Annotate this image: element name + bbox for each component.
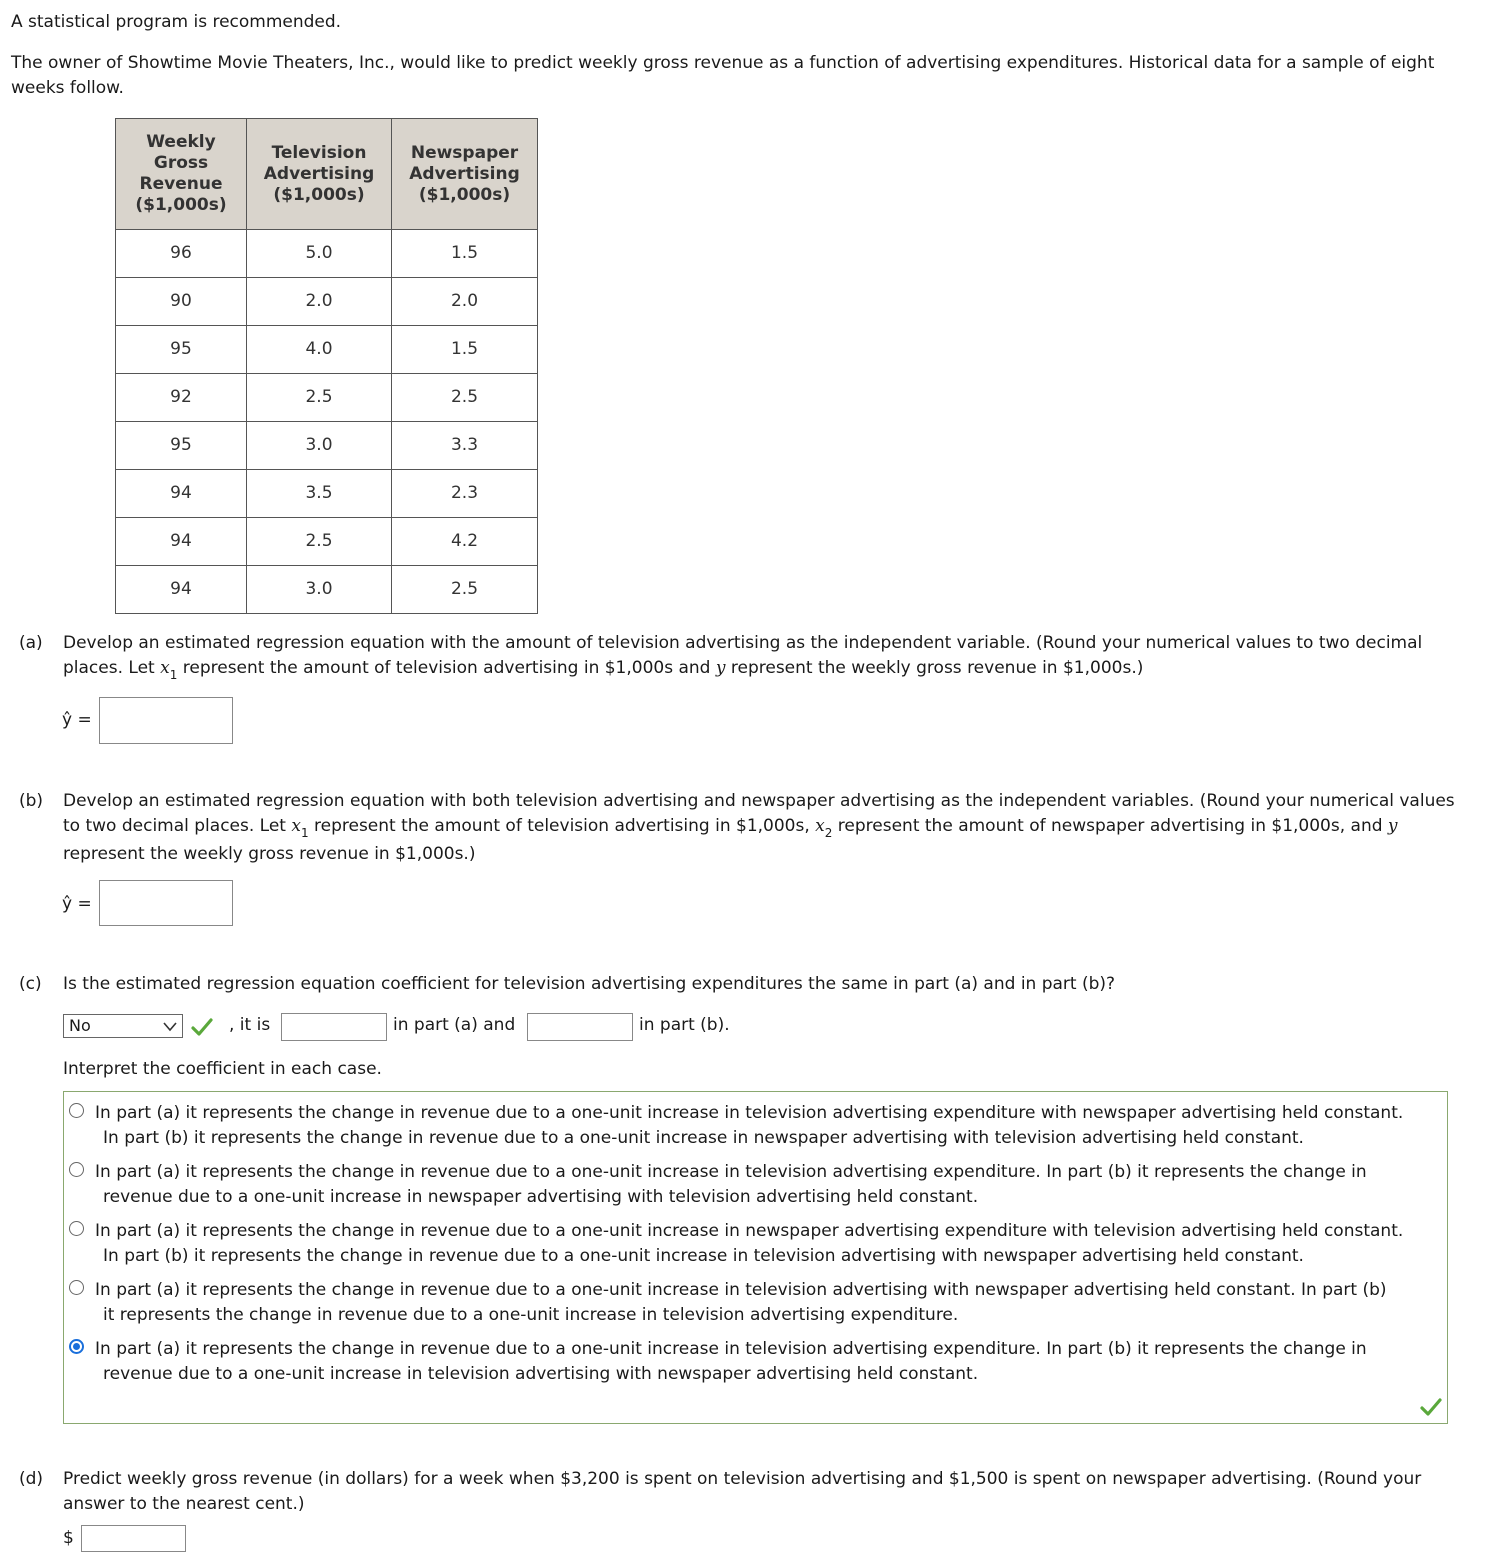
table-row [116, 518, 538, 566]
part-b-question: Develop an estimated regression equation with both television advertising and newspaper advertising as the independent variables. (Round your numerical values to two decimal places. Let $x_1$ represent the amount of television advertising in $1,000s, $x_2$ represent the amount of newspaper advertising in $1,000s, and y represent the weekly gross revenue in $1,000s.) [63, 791, 1455, 864]
table-row [116, 566, 538, 614]
table-cell: 2.5 [392, 374, 538, 422]
table-row [116, 422, 538, 470]
choice-option-3[interactable]: In part (a) it represents the change in revenue due to a one-unit increase in newspaper advertising expenditure with television advertising held constant. In part (b) it represents the change in revenue due to a one-unit increase in television advertising with newspaper advertising held constant. [69, 1219, 1439, 1269]
part-c-coef-a-input[interactable] [281, 1013, 387, 1041]
table-cell: 90 [116, 278, 247, 326]
same-coefficient-select[interactable] [63, 1014, 183, 1038]
recommendation-text: A statistical program is recommended. [11, 12, 342, 32]
in-part-b-text: in part (b). [639, 1015, 730, 1035]
table-cell: 94 [116, 518, 247, 566]
part-a-answer-input[interactable] [99, 697, 233, 744]
part-a-label: (a) [19, 633, 43, 653]
part-c-coef-b-input[interactable] [527, 1013, 633, 1041]
currency-symbol: $ [63, 1528, 74, 1548]
table-row [116, 230, 538, 278]
choice-option-1[interactable]: In part (a) it represents the change in revenue due to a one-unit increase in television advertising expenditure with newspaper advertising held constant. In part (b) it represents the change in revenue due to a one-unit increase in newspaper advertising with television advertising held constant. [69, 1101, 1439, 1151]
radio-button-selected[interactable] [69, 1339, 84, 1354]
it-is-text: , it is [229, 1015, 271, 1035]
table-cell: 2.5 [247, 518, 392, 566]
part-c-label: (c) [19, 974, 42, 994]
select-value: No [69, 1016, 91, 1035]
part-b-yhat-label: ŷ = [62, 894, 92, 914]
table-cell: 3.3 [392, 422, 538, 470]
part-b-label: (b) [19, 791, 44, 811]
radio-button[interactable] [69, 1280, 84, 1295]
interpret-prompt: Interpret the coefficient in each case. [63, 1059, 382, 1079]
table-cell: 3.0 [247, 566, 392, 614]
radio-button[interactable] [69, 1221, 84, 1236]
problem-text-line1: The owner of Showtime Movie Theaters, Inc., would like to predict weekly gross revenue as a function of advertising expenditures. Historical data for a sample of eight [11, 53, 1435, 73]
table-row [116, 326, 538, 374]
table-cell: 4.0 [247, 326, 392, 374]
table-cell: 5.0 [247, 230, 392, 278]
problem-text-line2: weeks follow. [11, 78, 124, 98]
part-d-answer-input[interactable] [81, 1525, 186, 1552]
table-header-row [116, 119, 538, 230]
table-cell: 95 [116, 326, 247, 374]
in-part-a-and-text: in part (a) and [393, 1015, 516, 1035]
table-cell: 3.5 [247, 470, 392, 518]
choice-option-5[interactable]: In part (a) it represents the change in revenue due to a one-unit increase in television advertising expenditure. In part (b) it represents the change in revenue due to a one-unit increase in television advertising with newspaper advertising held constant. [69, 1337, 1439, 1387]
correct-check-icon [1420, 1398, 1442, 1416]
table-cell: 2.0 [247, 278, 392, 326]
table-cell: 4.2 [392, 518, 538, 566]
interpretation-choices [63, 1091, 1448, 1424]
chevron-down-icon [162, 1019, 178, 1033]
table-cell: 94 [116, 470, 247, 518]
part-d-question: Predict weekly gross revenue (in dollars) for a week when $3,200 is spent on television advertising and $1,500 is spent on newspaper advertising. (Round your answer to the nearest cent.) [63, 1469, 1422, 1514]
part-b-answer-input[interactable] [99, 880, 233, 926]
header-newspaper-advertising: Newspaper Advertising ($1,000s) [392, 119, 538, 230]
table-cell: 1.5 [392, 326, 538, 374]
radio-button[interactable] [69, 1103, 84, 1118]
header-weekly-gross-revenue: Weekly Gross Revenue ($1,000s) [116, 119, 247, 230]
table-cell: 2.0 [392, 278, 538, 326]
part-a-yhat-label: ŷ = [62, 710, 92, 730]
data-table [115, 118, 538, 614]
table-cell: 95 [116, 422, 247, 470]
part-a-question: Develop an estimated regression equation with the amount of television advertising as the independent variable. (Round your numerical values to two decimal places. Let $x_1$ represent the amount of television advertising in $1,000s and y represent the weekly gross revenue in $1,000s.) [63, 633, 1423, 682]
table-row [116, 278, 538, 326]
table-row [116, 374, 538, 422]
table-cell: 2.3 [392, 470, 538, 518]
table-cell: 2.5 [247, 374, 392, 422]
table-row [116, 470, 538, 518]
table-cell: 92 [116, 374, 247, 422]
radio-button[interactable] [69, 1162, 84, 1177]
part-d-label: (d) [19, 1469, 44, 1489]
choice-option-4[interactable]: In part (a) it represents the change in revenue due to a one-unit increase in television advertising with newspaper advertising held constant. In part (b) it represents the change in revenue due to a one-unit increase in television advertising expenditure. [69, 1278, 1439, 1328]
table-cell: 2.5 [392, 566, 538, 614]
table-cell: 3.0 [247, 422, 392, 470]
choice-option-2[interactable]: In part (a) it represents the change in revenue due to a one-unit increase in television advertising expenditure. In part (b) it represents the change in revenue due to a one-unit increase in newspaper advertising with television advertising held constant. [69, 1160, 1439, 1210]
part-c-question: Is the estimated regression equation coefficient for television advertising expenditures the same in part (a) and in part (b)? [63, 974, 1116, 994]
correct-check-icon [191, 1018, 213, 1036]
table-cell: 1.5 [392, 230, 538, 278]
table-cell: 96 [116, 230, 247, 278]
header-television-advertising: Television Advertising ($1,000s) [247, 119, 392, 230]
table-cell: 94 [116, 566, 247, 614]
